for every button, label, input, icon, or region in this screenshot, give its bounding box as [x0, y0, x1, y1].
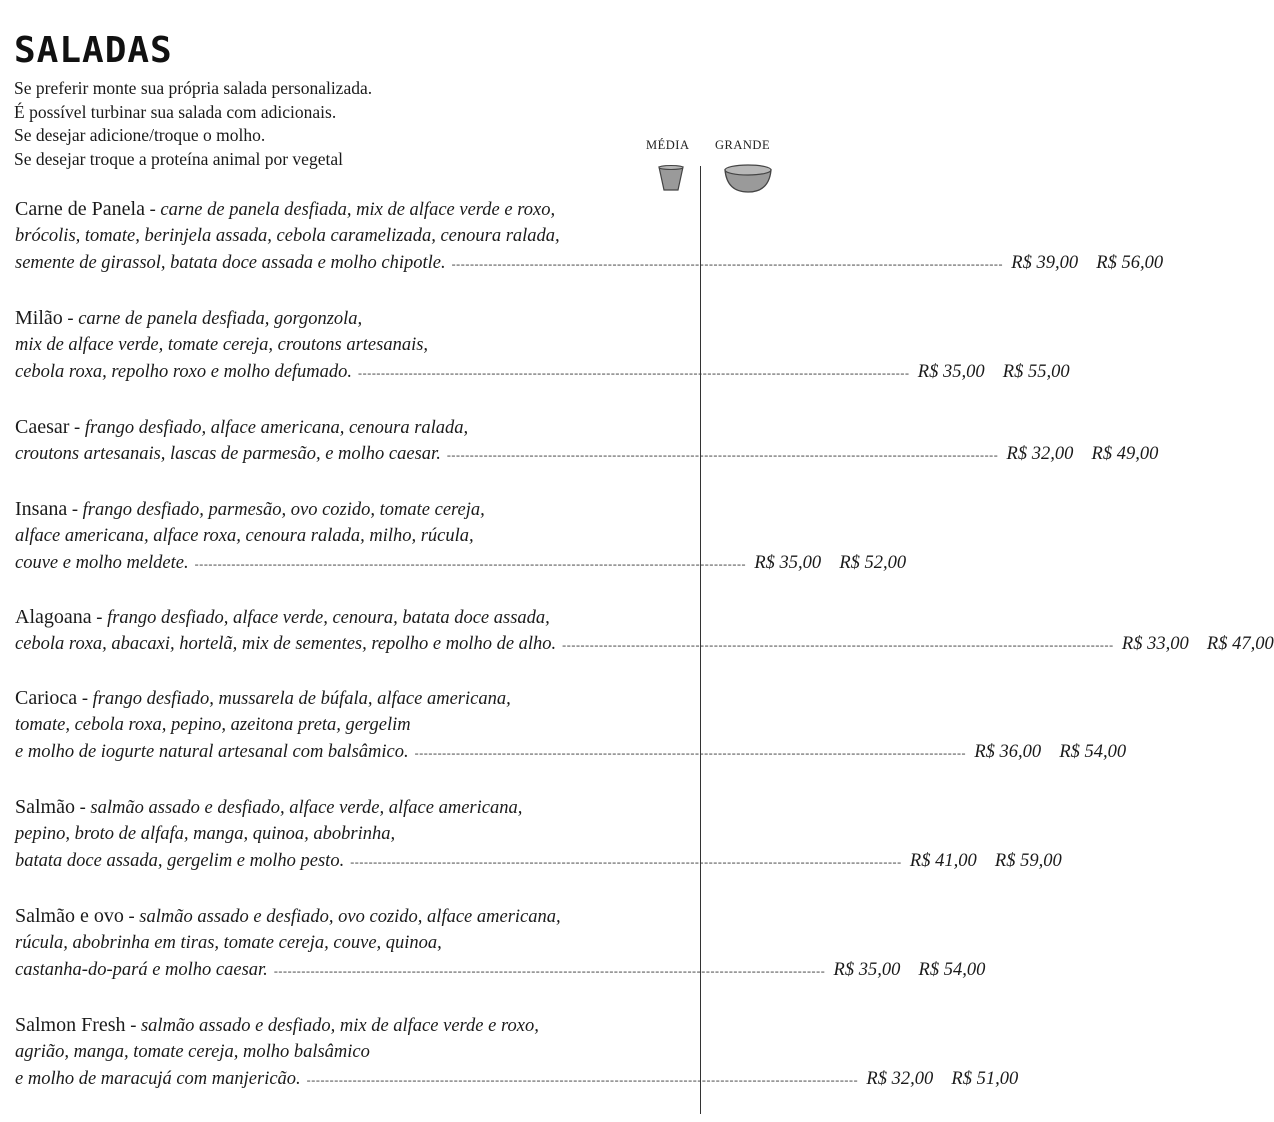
price-grande: R$ 51,00: [951, 1069, 1019, 1089]
dot-leader: ------------------------------------------------------------------------------------------------------------------------: [562, 638, 1114, 652]
price-grande: R$ 55,00: [1002, 362, 1070, 382]
item-description: mix de alface verde, tomate cereja, croutons artesanais,: [15, 335, 429, 355]
menu-item: [15, 1012, 1019, 1093]
intro-line: Se desejar adicione/troque o molho.: [14, 125, 266, 145]
menu-item-line: Caesar - frango desfiado, alface americana, cenoura ralada,: [15, 416, 469, 438]
item-name: Caesar: [15, 416, 70, 438]
menu-item-line: [15, 821, 785, 848]
menu-item-line: [15, 223, 785, 250]
dot-leader: ------------------------------------------------------------------------------------------------------------------------: [451, 257, 1004, 271]
price-media: R$ 35,00: [754, 553, 822, 573]
item-description: castanha-do-pará e molho caesar.: [15, 960, 268, 980]
intro-line: É possível turbinar sua salada com adicionais.: [14, 101, 337, 122]
intro-notes: [14, 77, 372, 171]
price-grande: R$ 59,00: [994, 851, 1062, 871]
item-description: cebola roxa, repolho roxo e molho defumado.: [15, 362, 353, 382]
menu-item-line: [15, 957, 986, 984]
menu-item: [15, 685, 1127, 766]
item-description: pepino, broto de alfafa, manga, quinoa, abobrinha,: [15, 824, 396, 844]
menu-item-line: Salmão - salmão assado e desfiado, alface verde, alface americana,: [15, 796, 523, 818]
price-grande: R$ 49,00: [1091, 444, 1159, 464]
item-name: Alagoana: [15, 606, 92, 628]
dot-leader: ------------------------------------------------------------------------------------------------------------------------: [414, 746, 967, 760]
price-media: R$ 35,00: [833, 960, 901, 980]
item-description: carne de panela desfiada, mix de alface verde e roxo,: [160, 200, 556, 220]
menu-item-line: [15, 631, 1274, 658]
price-media: R$ 41,00: [909, 851, 977, 871]
price-media: R$ 32,00: [1006, 444, 1074, 464]
price-grande: R$ 47,00: [1206, 634, 1274, 654]
menu-item-line: [15, 1039, 785, 1066]
intro-line: Se desejar troque a proteína animal por vegetal: [14, 148, 343, 169]
menu-item-line: [15, 359, 1070, 386]
item-name: Insana: [15, 498, 68, 520]
menu-item: [15, 794, 1062, 875]
menu-item: [15, 414, 1159, 468]
item-description: frango desfiado, parmesão, ovo cozido, tomate cereja,: [82, 500, 485, 520]
menu-item: [15, 604, 1274, 658]
item-description: frango desfiado, alface verde, cenoura, batata doce assada,: [107, 608, 550, 628]
menu-item-line: Salmão e ovo - salmão assado e desfiado, ovo cozido, alface americana,: [15, 905, 561, 927]
menu-item-line: [15, 441, 1159, 468]
menu-item-line: Salmon Fresh - salmão assado e desfiado, mix de alface verde e roxo,: [15, 1014, 539, 1036]
item-description: frango desfiado, mussarela de búfala, alface americana,: [92, 689, 511, 709]
column-header-media: MÉDIA: [646, 138, 690, 152]
item-description: frango desfiado, alface americana, cenoura ralada,: [84, 418, 469, 438]
menu-item-line: [15, 550, 907, 577]
dot-leader: ------------------------------------------------------------------------------------------------------------------------: [194, 557, 747, 571]
menu-item-line: Alagoana - frango desfiado, alface verde, cenoura, batata doce assada,: [15, 606, 550, 628]
price-grande: R$ 54,00: [918, 960, 986, 980]
menu-item-line: [15, 523, 785, 550]
price-grande: R$ 56,00: [1096, 253, 1164, 273]
menu-item: [15, 196, 1164, 277]
price-grande: R$ 52,00: [839, 553, 907, 573]
intro-line: Se preferir monte sua própria salada personalizada.: [14, 78, 373, 98]
item-description: couve e molho meldete.: [15, 553, 189, 573]
menu-item-line: Insana - frango desfiado, parmesão, ovo cozido, tomate cereja,: [15, 498, 485, 520]
dot-leader: ------------------------------------------------------------------------------------------------------------------------: [446, 448, 999, 462]
menu-item-line: Milão - carne de panela desfiada, gorgonzola,: [15, 307, 363, 329]
item-description: cebola roxa, abacaxi, hortelã, mix de sementes, repolho e molho de alho.: [15, 634, 557, 654]
menu-item-line: [15, 930, 785, 957]
item-description: e molho de iogurte natural artesanal com balsâmico.: [15, 742, 409, 762]
dot-leader: ------------------------------------------------------------------------------------------------------------------------: [306, 1073, 859, 1087]
menu-item-line: [15, 250, 1164, 277]
item-description: croutons artesanais, lascas de parmesão, e molho caesar.: [15, 444, 441, 464]
column-header-grande: GRANDE: [715, 138, 771, 152]
dot-leader: ------------------------------------------------------------------------------------------------------------------------: [273, 964, 826, 978]
item-description: salmão assado e desfiado, mix de alface verde e roxo,: [140, 1016, 539, 1036]
menu-item-line: [15, 332, 785, 359]
cup-icon: [657, 164, 685, 192]
item-description: rúcula, abobrinha em tiras, tomate cereja, couve, quinoa,: [15, 933, 442, 953]
item-description: semente de girassol, batata doce assada e molho chipotle.: [15, 253, 446, 273]
price-media: R$ 35,00: [917, 362, 985, 382]
price-media: R$ 36,00: [974, 742, 1042, 762]
item-description: carne de panela desfiada, gorgonzola,: [78, 309, 363, 329]
dot-leader: ------------------------------------------------------------------------------------------------------------------------: [358, 366, 910, 380]
menu-item: [15, 305, 1070, 386]
item-description: alface americana, alface roxa, cenoura ralada, milho, rúcula,: [15, 526, 474, 546]
menu-item-line: Carioca - frango desfiado, mussarela de búfala, alface americana,: [15, 687, 511, 709]
item-name: Salmão e ovo: [15, 905, 124, 927]
item-description: e molho de maracujá com manjericão.: [15, 1069, 301, 1089]
menu-item-line: [15, 1066, 1019, 1093]
price-media: R$ 32,00: [866, 1069, 934, 1089]
menu-item-line: [15, 739, 1127, 766]
menu-item-line: Carne de Panela - carne de panela desfiada, mix de alface verde e roxo,: [15, 198, 556, 220]
menu-item: [15, 903, 986, 984]
item-description: agrião, manga, tomate cereja, molho balsâmico: [15, 1042, 370, 1062]
bowl-icon: [723, 162, 773, 194]
item-description: batata doce assada, gergelim e molho pesto.: [15, 851, 345, 871]
item-description: tomate, cebola roxa, pepino, azeitona preta, gergelim: [15, 715, 411, 735]
dot-leader: ------------------------------------------------------------------------------------------------------------------------: [350, 855, 902, 869]
item-description: brócolis, tomate, berinjela assada, cebola caramelizada, cenoura ralada,: [15, 226, 560, 246]
item-name: Milão: [15, 307, 63, 329]
item-name: Salmão: [15, 796, 75, 818]
item-name: Carne de Panela: [15, 198, 145, 220]
menu-item-line: [15, 848, 1062, 875]
price-media: R$ 39,00: [1011, 253, 1079, 273]
price-media: R$ 33,00: [1121, 634, 1189, 654]
menu-item: [15, 496, 907, 577]
menu-item-line: [15, 712, 785, 739]
item-description: salmão assado e desfiado, alface verde, alface americana,: [90, 798, 523, 818]
price-grande: R$ 54,00: [1059, 742, 1127, 762]
item-name: Carioca: [15, 687, 78, 709]
item-name: Salmon Fresh: [15, 1014, 126, 1036]
item-description: salmão assado e desfiado, ovo cozido, alface americana,: [139, 907, 561, 927]
page-title: SALADAS: [14, 30, 173, 71]
